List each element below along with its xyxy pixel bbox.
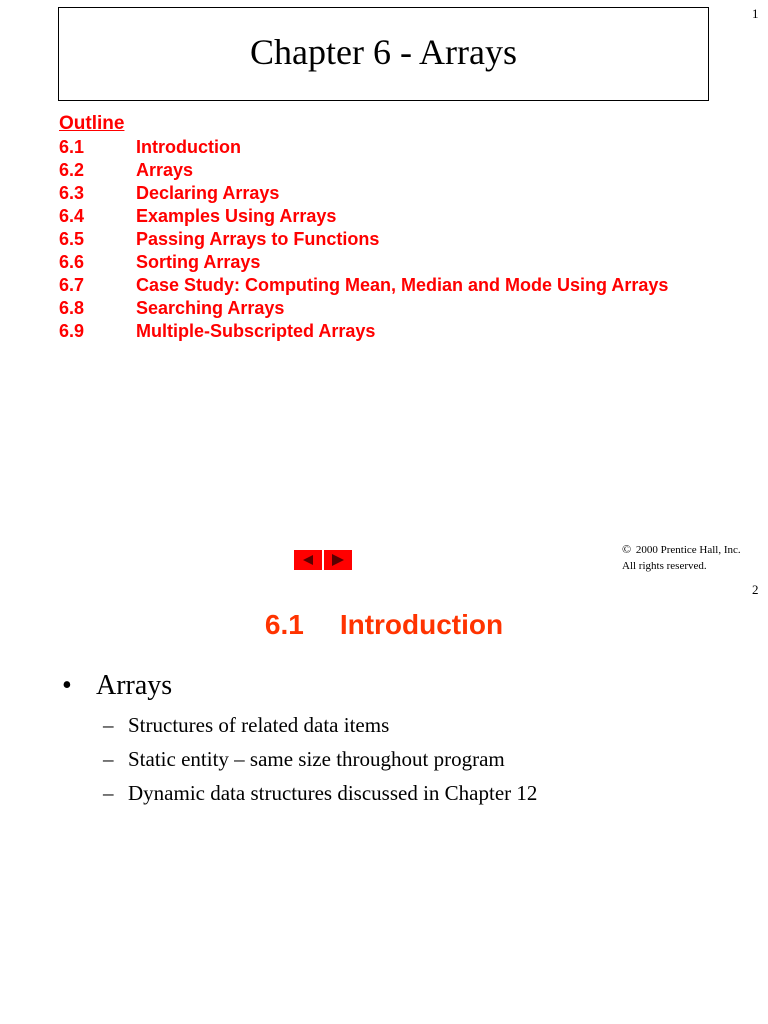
outline-item-number: 6.5 (59, 229, 85, 249)
triangle-left-icon (303, 555, 313, 565)
page-title: Chapter 6 - Arrays (250, 32, 517, 72)
outline-item (59, 229, 379, 250)
sub-bullet-text: Dynamic data structures discussed in Chapter 12 (128, 781, 538, 805)
copyright-line-1: 2000 Prentice Hall, Inc. (635, 544, 741, 556)
outline-item (59, 206, 336, 227)
outline-item (59, 137, 241, 158)
outline-item-number: 6.4 (59, 206, 85, 226)
outline-item-number: 6.9 (59, 321, 85, 341)
outline-item-label: Multiple-Subscripted Arrays (136, 321, 376, 341)
sub-bullet-text: Structures of related data items (128, 713, 390, 737)
copyright-line-2: All rights reserved. (622, 560, 707, 572)
sub-bullet-dash: – (103, 713, 114, 737)
outline-item-label: Sorting Arrays (136, 252, 261, 272)
section-title (0, 609, 768, 641)
copyright-notice (622, 541, 741, 574)
outline-item-number: 6.2 (59, 160, 85, 180)
outline-item-label: Arrays (136, 160, 194, 180)
section-number: 6.1 (264, 609, 304, 640)
outline-item (59, 252, 260, 273)
copyright-icon: © (622, 542, 632, 556)
sub-bullet-text: Static entity – same size throughout program (128, 747, 505, 771)
sub-bullet-dash: – (103, 781, 114, 805)
outline-item-number: 6.6 (59, 252, 85, 272)
page-number: 2 (752, 582, 759, 597)
outline-item-label: Case Study: Computing Mean, Median and Mode Using Arrays (136, 275, 669, 295)
outline-item (59, 321, 375, 342)
triangle-right-icon (332, 554, 344, 566)
outline-item (59, 275, 668, 296)
next-slide-button[interactable] (324, 550, 352, 570)
title-box (58, 7, 709, 101)
outline-item (59, 183, 279, 204)
outline-item-number: 6.1 (59, 137, 85, 157)
page-number: 1 (752, 6, 759, 21)
outline-item-number: 6.8 (59, 298, 85, 318)
sub-bullet (103, 781, 537, 806)
outline-item (59, 298, 284, 319)
section-title-text: Introduction (339, 609, 504, 640)
outline-item-number: 6.3 (59, 183, 85, 203)
sub-bullet-dash: – (103, 747, 114, 771)
bullet-dot: • (62, 670, 72, 701)
outline-item-label: Introduction (136, 137, 241, 157)
sub-bullet (103, 713, 389, 738)
bullet-item (62, 670, 172, 702)
outline-item-label: Declaring Arrays (136, 183, 280, 203)
outline-item-label: Searching Arrays (136, 298, 285, 318)
sub-bullet (103, 747, 505, 772)
outline-item-label: Examples Using Arrays (136, 206, 337, 226)
outline-item-label: Passing Arrays to Functions (136, 229, 380, 249)
prev-slide-button[interactable] (294, 550, 322, 570)
outline-item-number: 6.7 (59, 275, 85, 295)
bullet-text: Arrays (96, 670, 173, 701)
outline-item (59, 160, 193, 181)
outline-heading: Outline (59, 113, 125, 134)
